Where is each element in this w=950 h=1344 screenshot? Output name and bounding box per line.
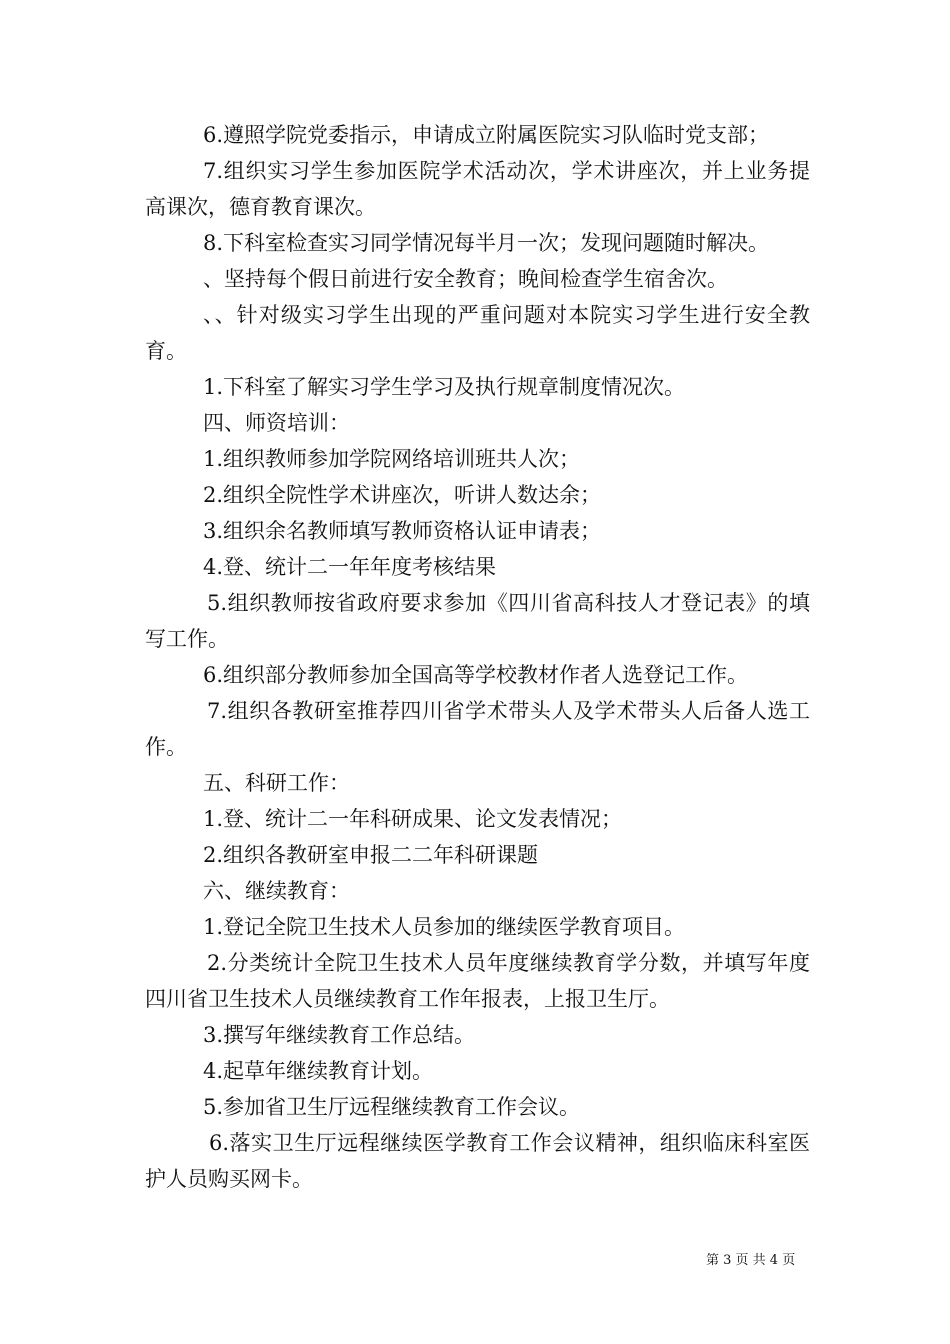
paragraph: 4.登、统计二一年年度考核结果	[203, 555, 497, 579]
paragraph: 7.组织实习学生参加医院学术活动次，学术讲座次，并上业务提高课次，德育教育课次。	[145, 159, 810, 219]
paragraph: 1.下科室了解实习学生学习及执行规章制度情况次。	[203, 375, 686, 399]
paragraph: 1.组织教师参加学院网络培训班共人次；	[203, 447, 581, 471]
paragraph: 、、针对级实习学生出现的严重问题对本院实习学生进行安全教育。	[145, 303, 810, 363]
document-body	[145, 117, 810, 1197]
paragraph: 6.组织部分教师参加全国高等学校教材作者人选登记工作。	[203, 663, 749, 687]
paragraph: 4.起草年继续教育计划。	[203, 1059, 434, 1083]
paragraph: 1.登、统计二一年科研成果、论文发表情况；	[203, 807, 623, 831]
section-heading: 五、科研工作：	[203, 771, 350, 795]
paragraph: 5.参加省卫生厅远程继续教育工作会议。	[203, 1095, 581, 1119]
paragraph: 2.组织全院性学术讲座次，听讲人数达余；	[203, 483, 602, 507]
paragraph: 6.遵照学院党委指示，申请成立附属医院实习队临时党支部；	[203, 123, 770, 147]
page-number: 第 3 页 共 4 页	[706, 1253, 796, 1268]
paragraph: 、坚持每个假日前进行安全教育；晚间检查学生宿舍次。	[203, 267, 728, 291]
paragraph: 2.分类统计全院卫生技术人员年度继续教育学分数，并填写年度四川省卫生技术人员继续教育工作年报表，上报卫生厅。	[145, 951, 810, 1011]
paragraph: 7.组织各教研室推荐四川省学术带头人及学术带头人后备人选工作。	[145, 699, 810, 759]
paragraph: 6.落实卫生厅远程继续医学教育工作会议精神，组织临床科室医护人员购买网卡。	[145, 1131, 810, 1191]
paragraph: 1.登记全院卫生技术人员参加的继续医学教育项目。	[203, 915, 686, 939]
paragraph: 8.下科室检查实习同学情况每半月一次；发现问题随时解决。	[203, 231, 770, 255]
paragraph: 2.组织各教研室申报二二年科研课题	[203, 843, 539, 867]
paragraph: 5.组织教师按省政府要求参加《四川省高科技人才登记表》的填写工作。	[145, 591, 810, 651]
paragraph: 3.撰写年继续教育工作总结。	[203, 1023, 476, 1047]
section-heading: 六、继续教育：	[203, 879, 350, 903]
paragraph: 3.组织余名教师填写教师资格认证申请表；	[203, 519, 602, 543]
section-heading: 四、师资培训：	[203, 411, 350, 435]
